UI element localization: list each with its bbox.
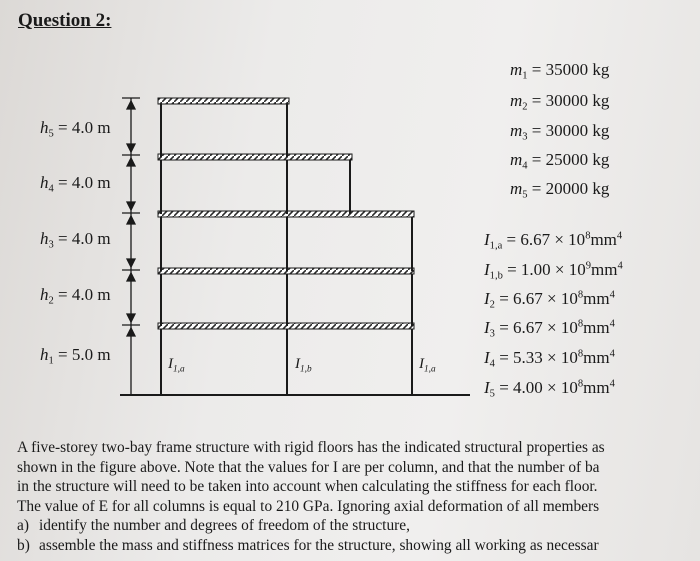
- exponent: 8: [577, 348, 584, 360]
- unit-exponent: 4: [609, 289, 615, 301]
- subscript: 1: [522, 70, 528, 82]
- item-marker: a): [17, 517, 29, 534]
- subscript: 3: [522, 131, 528, 143]
- paragraph-line: A five-storey two-bay frame structure with rigid floors has the indicated structural properties as: [17, 439, 605, 456]
- symbol: m: [510, 121, 523, 140]
- subscript: 2: [522, 101, 528, 113]
- value: = 4.0 m: [53, 173, 111, 192]
- subscript: 5: [489, 388, 495, 400]
- symbol: I: [168, 356, 173, 372]
- unit: mm: [583, 378, 610, 397]
- symbol: I: [484, 230, 490, 249]
- paragraph-line: in the structure will need to be taken into account when calculating the stiffness for each floor.: [17, 478, 598, 495]
- column-label-middle: [295, 356, 312, 373]
- value: = 4.0 m: [53, 118, 111, 137]
- value: = 20000 kg: [527, 179, 610, 198]
- unit-exponent: 4: [609, 318, 615, 330]
- symbol: h: [40, 229, 49, 248]
- subscript: 2: [48, 295, 54, 307]
- paragraph-line: shown in the figure above. Note that the values for I are per column, and that the number of ba: [17, 458, 600, 476]
- value: = 6.67 × 10: [494, 289, 578, 308]
- symbol: I: [484, 289, 490, 308]
- unit: mm: [591, 260, 618, 279]
- exponent: 8: [585, 230, 591, 242]
- subscript: 4: [489, 358, 495, 370]
- subscript: 3: [48, 239, 54, 251]
- exponent: 9: [585, 260, 592, 272]
- symbol: h: [40, 345, 49, 364]
- task-item-b: [17, 537, 599, 555]
- subscript: 2: [489, 299, 495, 311]
- value: = 6.67 × 10: [494, 318, 578, 337]
- symbol: I: [484, 260, 490, 279]
- symbol: m: [510, 91, 523, 110]
- symbol: I: [295, 356, 300, 372]
- height-label-h3: [40, 229, 111, 249]
- exponent: 8: [577, 289, 584, 301]
- question-paragraph: [17, 438, 700, 516]
- mass-label-m2: [510, 91, 609, 111]
- symbol: h: [40, 285, 49, 304]
- symbol: I: [419, 356, 424, 372]
- subscript: 4: [522, 160, 528, 172]
- subscript: 5: [48, 128, 54, 140]
- inertia-label-i2: [484, 289, 615, 309]
- mass-label-m4: [510, 150, 609, 170]
- item-text: assemble the mass and stiffness matrices for the structure, showing all working as necessar: [39, 537, 599, 554]
- symbol: I: [484, 348, 490, 367]
- value: = 4.0 m: [53, 285, 111, 304]
- inertia-label-i3: [484, 318, 615, 338]
- mass-label-m5: [510, 179, 609, 199]
- value: = 35000 kg: [527, 60, 610, 79]
- value: = 5.33 × 10: [494, 348, 578, 367]
- symbol: h: [40, 173, 49, 192]
- symbol: m: [510, 150, 523, 169]
- floor-slab-4: [158, 154, 352, 160]
- unit: mm: [583, 289, 610, 308]
- unit-exponent: 4: [609, 348, 615, 360]
- value: = 25000 kg: [527, 150, 610, 169]
- value: = 6.67 × 10: [502, 230, 586, 249]
- subscript: 1,a: [173, 364, 185, 375]
- exponent: 8: [577, 378, 584, 390]
- exponent: 8: [577, 318, 584, 330]
- height-label-h2: [40, 285, 111, 305]
- value: = 30000 kg: [527, 91, 610, 110]
- inertia-label-i1a: [484, 230, 622, 250]
- subscript: 3: [489, 328, 495, 340]
- unit: mm: [583, 318, 610, 337]
- floor-slab-5: [158, 98, 289, 104]
- height-label-h1: [40, 345, 111, 365]
- symbol: I: [484, 318, 490, 337]
- subscript: 4: [48, 183, 54, 195]
- unit-exponent: 4: [616, 230, 623, 242]
- value: = 4.0 m: [53, 229, 111, 248]
- value: = 1.00 × 10: [502, 260, 586, 279]
- mass-label-m3: [510, 121, 609, 141]
- unit-exponent: 4: [609, 378, 615, 390]
- value: = 30000 kg: [527, 121, 610, 140]
- subscript: 1,a: [424, 364, 436, 375]
- value: = 4.00 × 10: [494, 378, 578, 397]
- task-item-a: [17, 517, 410, 535]
- unit-exponent: 4: [617, 260, 623, 272]
- column-label-right: [419, 356, 436, 373]
- item-text: identify the number and degrees of freedom of the structure,: [39, 517, 410, 534]
- subscript: 1,a: [489, 240, 503, 252]
- mass-label-m1: [510, 60, 609, 80]
- symbol: I: [484, 378, 490, 397]
- subscript: 5: [522, 189, 528, 201]
- height-label-h4: [40, 173, 111, 193]
- question-heading: Question 2:: [18, 10, 112, 31]
- subscript: 1,b: [300, 364, 312, 375]
- height-dimension-line: [122, 98, 140, 395]
- value: = 5.0 m: [53, 345, 111, 364]
- inertia-label-i1b: [484, 260, 623, 280]
- inertia-label-i4: [484, 348, 615, 368]
- symbol: m: [510, 60, 523, 79]
- column-label-left: [168, 356, 185, 373]
- subscript: 1: [48, 355, 54, 367]
- item-marker: b): [17, 537, 30, 554]
- unit: mm: [590, 230, 617, 249]
- unit: mm: [583, 348, 610, 367]
- symbol: m: [510, 179, 523, 198]
- paragraph-line: The value of E for all columns is equal to 210 GPa. Ignoring axial deformation of all members: [17, 497, 600, 515]
- height-label-h5: [40, 118, 111, 138]
- subscript: 1,b: [489, 270, 503, 282]
- symbol: h: [40, 118, 49, 137]
- inertia-label-i5: [484, 378, 615, 398]
